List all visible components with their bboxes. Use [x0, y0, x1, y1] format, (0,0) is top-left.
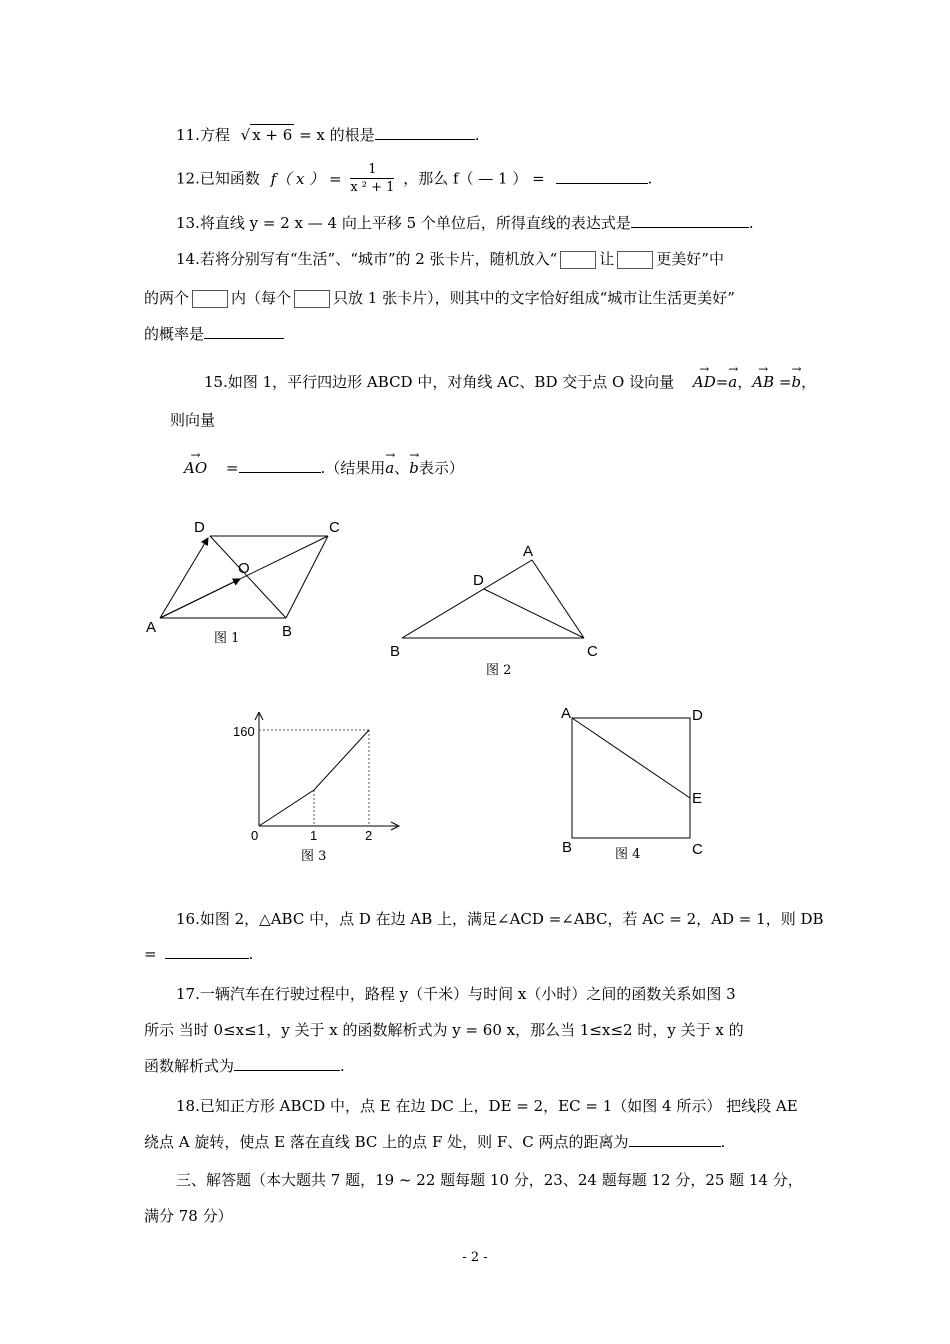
label-A: A	[561, 705, 572, 722]
figure-1-parallelogram	[140, 512, 360, 652]
figure-3-graph	[225, 712, 415, 867]
question-15-line-2: 则向量	[170, 411, 216, 429]
question-16-line-2: = .	[144, 945, 254, 963]
question-14-line-1: 14.若将分别写有“生活”、“城市”的 2 张卡片，随机放入“ 让 更美好”中	[176, 250, 724, 268]
label-C: C	[329, 519, 340, 536]
question-18-line-1: 18.已知正方形 ABCD 中，点 E 在边 DC 上，DE = 2，EC = 1（如图 4 所示） 把线段 AE	[176, 1097, 798, 1115]
question-12: 12.已知函数 f（ x ） = $\frac{1}{\text{x ² + 1}}$ ，那么 f（ — 1 ） = .	[176, 162, 653, 195]
question-16-line-1: 16.如图 2，△ABC 中，点 D 在边 AB 上，满足∠ACD =∠ABC，若 AC = 2，AD = 1，则 DB	[176, 910, 824, 928]
question-18-line-2: 绕点 A 旋转，使点 E 落在直线 BC 上的点 F 处，则 F、C 两点的距离为 .	[144, 1133, 726, 1151]
fraction: $\frac{1}{\text{x ² + 1}}$	[350, 162, 395, 195]
label-B: B	[390, 643, 401, 660]
x-tick-0: 0	[251, 828, 259, 843]
answer-blank	[375, 125, 475, 140]
answer-blank	[631, 213, 749, 228]
answer-blank	[629, 1132, 721, 1147]
page-number: - 2 -	[462, 1250, 488, 1265]
question-17-line-3: 函数解析式为 .	[144, 1057, 345, 1075]
figure-3-caption: 图 3	[301, 849, 327, 864]
label-A: A	[523, 543, 534, 560]
question-17-line-1: 17.一辆汽车在行驶过程中，路程 y（千米）与时间 x（小时）之间的函数关系如图 3	[176, 985, 736, 1003]
label-B: B	[282, 623, 293, 640]
label-D: D	[194, 519, 205, 536]
question-11: 11.方程 √ x + 6 = x 的根是 .	[176, 126, 480, 144]
answer-blank	[234, 1056, 340, 1071]
label-B: B	[562, 839, 573, 856]
label-O: O	[238, 560, 250, 577]
question-17-line-2: 所示 当时 0≤x≤1，y 关于 x 的函数解析式为 y = 60 x，那么当 1≤x≤2 时，y 关于 x 的	[144, 1021, 744, 1039]
label-D: D	[473, 572, 484, 589]
figure-4-square	[555, 700, 725, 865]
answer-blank	[165, 944, 249, 959]
card-box	[192, 290, 228, 308]
figure-4-caption: 图 4	[615, 847, 641, 862]
question-15-line-1: 15.如图 1，平行四边形 ABCD 中，对角线 AC、BD 交于点 O 设向量 → AD=→ a，→ AB =→ b，	[204, 372, 816, 392]
y-tick-160: 160	[233, 724, 255, 739]
section-3-heading: 三、解答题（本大题共 7 题，19 ~ 22 题每题 10 分，23、24 题每题 12 分，25 题 14 分，	[176, 1171, 803, 1189]
question-15-line-3: → AO = .（结果用→ a、→ b表示）	[184, 458, 464, 478]
label-C: C	[587, 643, 598, 660]
x-tick-1: 1	[310, 828, 318, 843]
question-14-line-3: 的概率是	[144, 324, 284, 344]
card-box	[617, 251, 653, 269]
label-C: C	[692, 841, 703, 858]
section-3-heading-cont: 满分 78 分）	[144, 1207, 233, 1225]
figure-2-triangle	[380, 540, 610, 680]
card-box	[560, 251, 596, 269]
label-A: A	[146, 619, 157, 636]
question-13: 13.将直线 y = 2 x — 4 向上平移 5 个单位后，所得直线的表达式是 .	[176, 214, 754, 232]
answer-blank	[204, 324, 284, 339]
label-E: E	[692, 790, 703, 807]
answer-blank	[556, 169, 648, 184]
x-tick-2: 2	[365, 828, 373, 843]
answer-blank	[239, 458, 321, 473]
label-D: D	[692, 707, 703, 724]
question-14-line-2: 的两个 内（每个 只放 1 张卡片），则其中的文字恰好组成“城市让生活更美好”	[144, 289, 735, 307]
figure-1-caption: 图 1	[214, 631, 240, 646]
figure-2-caption: 图 2	[486, 663, 512, 678]
card-box	[294, 290, 330, 308]
